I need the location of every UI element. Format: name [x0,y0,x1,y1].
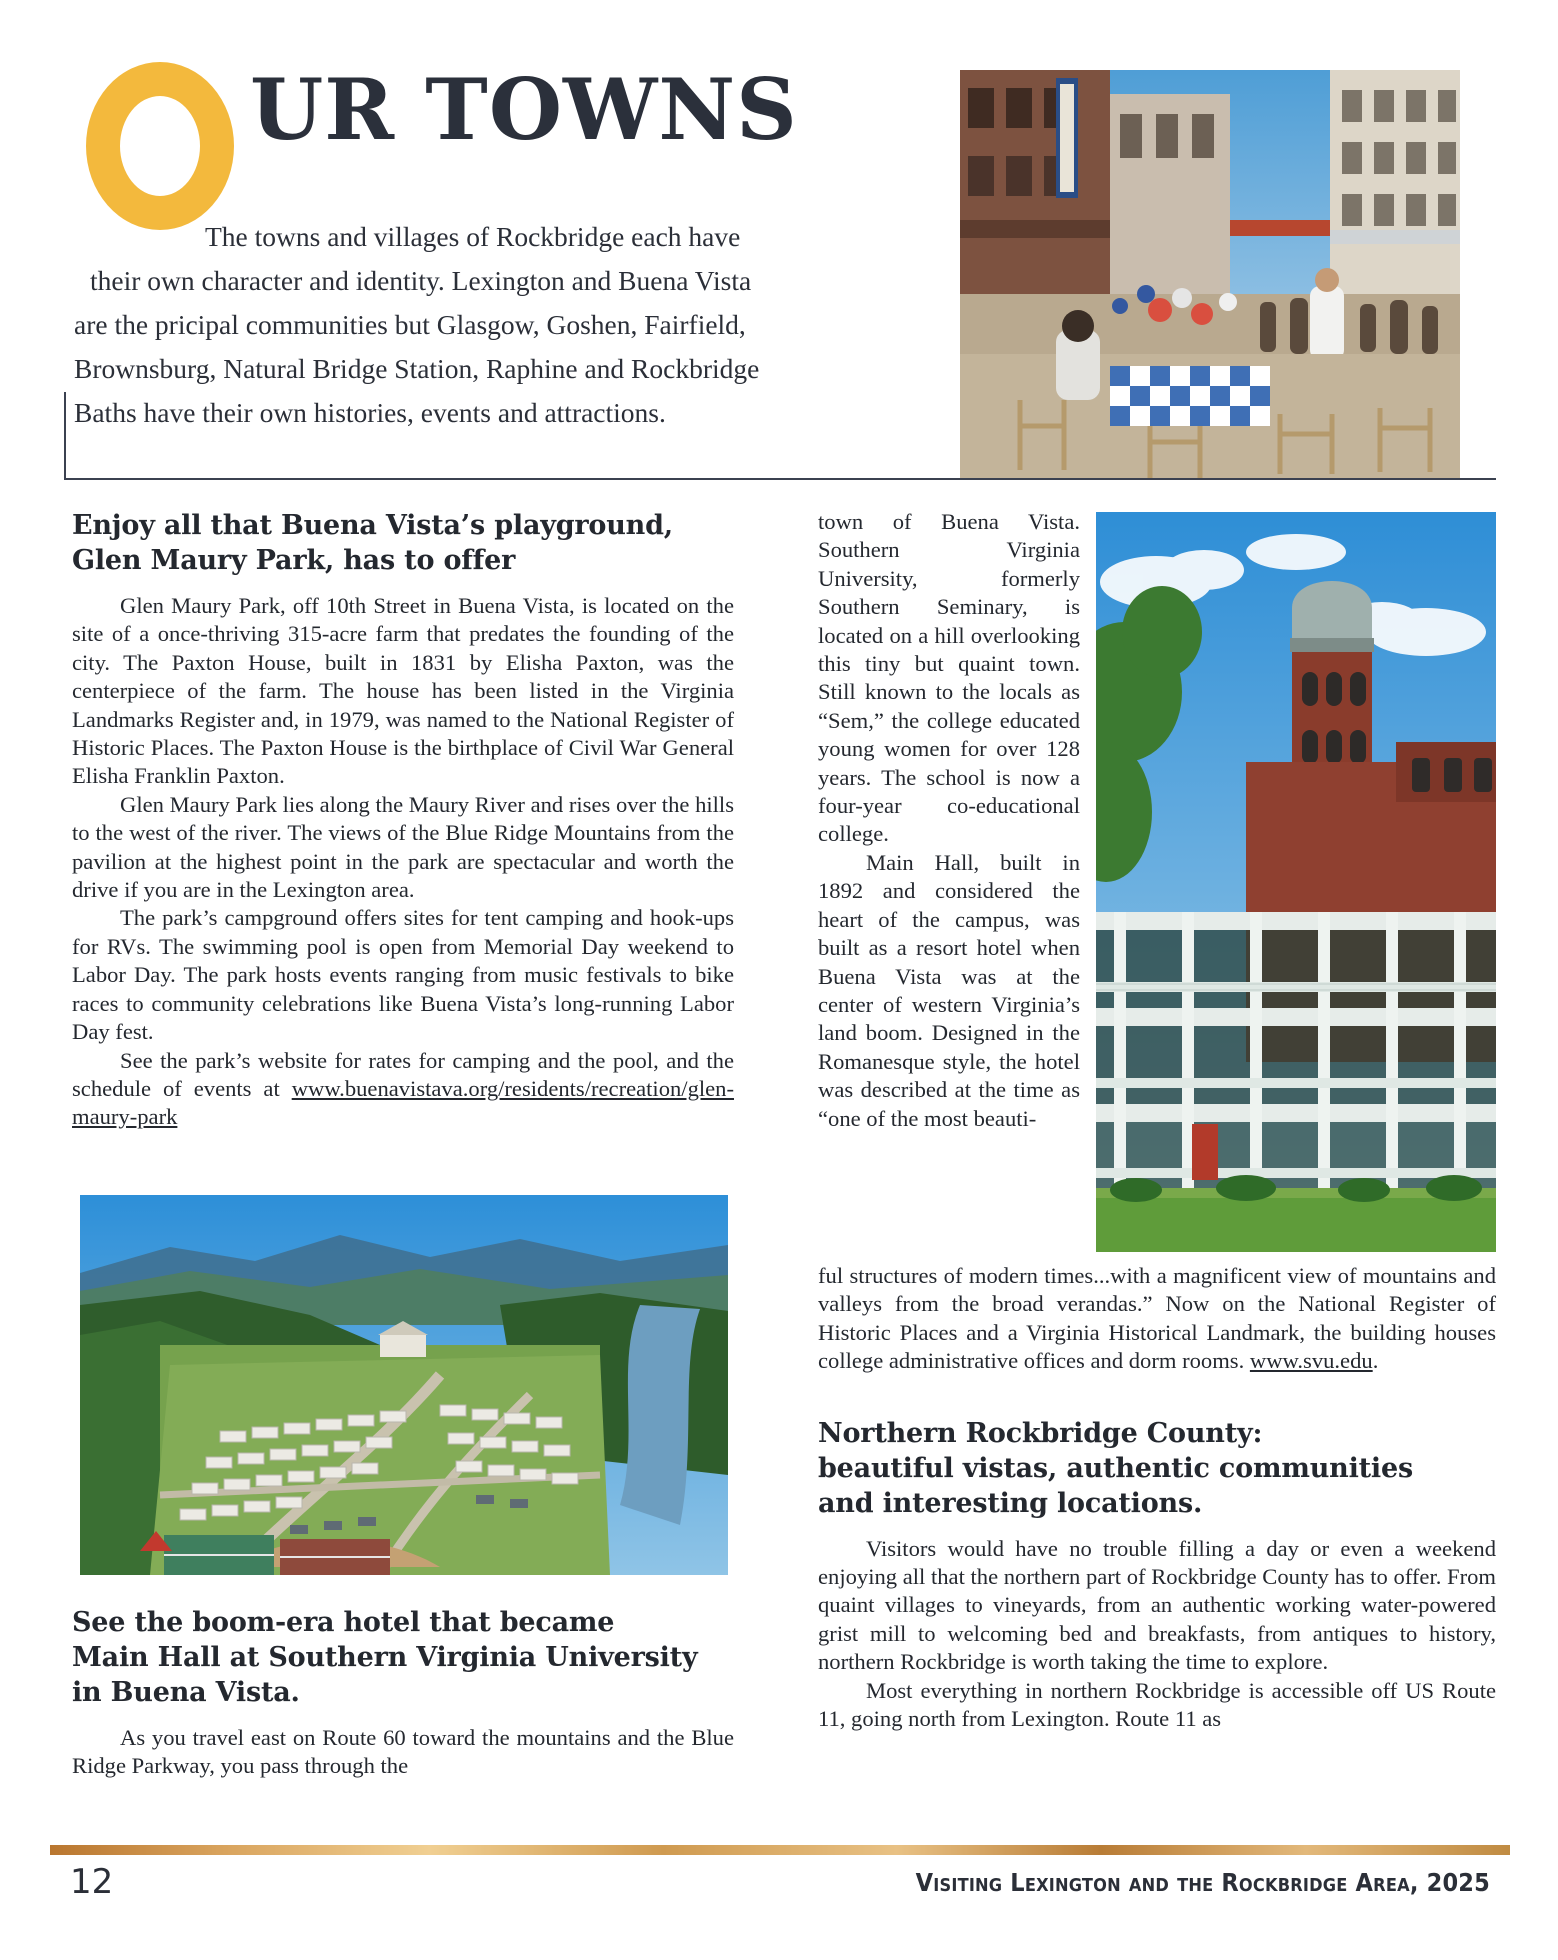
glen-maury-park-link[interactable]: www.buenavistava.org/residents/recreation/glen-maury-park [72,1075,734,1130]
article-2-paragraph-1: As you travel east on Route 60 toward the mountains and the Blue Ridge Parkway, you pass through the [72,1725,734,1779]
article-2-headline-line-2: Main Hall at Southern Virginia University [72,1642,698,1673]
header-left-vertical-rule [64,392,66,480]
page-number: 12 [70,1862,114,1902]
article-1-paragraph-3: The park’s campground offers sites for tent camping and hook-ups for RVs. The swimming pool is open from Memorial Day weekend to Labor Day. The park hosts events ranging from music festivals to bike races to community celebrations like Buena Vista’s long-running Labor Day fest. [72,905,734,1045]
intro-text-part2: are the pricipal communities but Glasgow, Goshen, Fairfield, Brownsburg, Natural Bridge Station, Raphine and Rockbridge Baths have their own histories, events and attractions. [74,309,760,428]
article-1-headline-line-1: Enjoy all that Buena Vista’s playground, [72,510,673,541]
footer-decorative-bar [50,1845,1510,1855]
intro-paragraph [74,215,780,435]
article-1-headline [72,508,734,578]
street-festival-photo [960,70,1460,480]
header-horizontal-rule [64,478,1496,480]
article-3-headline [818,1416,1496,1521]
right-wide-paragraph-period: . [1372,1348,1379,1374]
drop-cap-letter-o [86,62,234,230]
article-3-paragraph-2: Most everything in northern Rockbridge is accessible off US Route 11, going north from Lexington. Route 11 as [818,1677,1496,1732]
article-1-paragraph-4 [72,1047,734,1132]
page-title: UR TOWNS [250,60,798,159]
article-1-paragraph-4-text: See the park’s website for rates for camping and the pool, and the schedule of events at [72,1047,734,1101]
footer-publication-title: Visiting Lexington and the Rockbridge Area, 2025 [915,1868,1490,1897]
left-column-lower [72,1605,734,1781]
right-column [818,508,1496,1733]
right-wide-paragraph-text: ful structures of modern times...with a magnificent view of mountains and valleys from the broad verandas.” Now on the National Register of Historic Places and a Virginia Historical Landmark, the building houses college administrative offices and dorm rooms. [818,1263,1496,1374]
article-2-headline-line-3: in Buena Vista. [72,1677,300,1708]
left-column [72,508,734,1132]
article-2-headline-line-1: See the boom-era hotel that became [72,1607,615,1638]
article-3-headline-line-2: beautiful vistas, authentic communities [818,1452,1413,1484]
article-3-headline-line-1: Northern Rockbridge County: [818,1417,1263,1449]
campground-aerial-photo [80,1195,728,1575]
article-1-headline-line-2: Glen Maury Park, has to offer [72,545,516,576]
right-column-wrap [818,508,1496,1733]
article-3-paragraph-1: Visitors would have no trouble filling a day or even a weekend enjoying all that the northern part of Rockbridge County has to offer. From quaint villages to vineyards, from an authentic working water-powered grist mill to welcoming bed and breakfasts, from antiques to history, northern Rockbridge is worth taking the time to explore. [818,1535,1496,1675]
article-2-headline [72,1605,734,1710]
article-3-headline-line-3: and interesting locations. [818,1487,1203,1519]
masthead [0,0,1558,480]
right-wide-paragraph-tail [818,1262,1496,1376]
right-narrow-paragraph-2: Main Hall, built in 1892 and considered the heart of the campus, was built as a resort hotel when Buena Vista was at the center of western Virginia’s land boom. Designed in the Romanesque style, the hotel was described at the time as “one of the most beauti- [818,849,1080,1131]
right-narrow-paragraph-1: town of Buena Vista. Southern Virginia University, formerly Southern Seminary, is located on a hill overlooking this tiny but quaint town. Still known to the locals as “Sem,” the college educated young women for over 128 years. The school is now a four-year co-educational college. [818,509,1080,847]
article-1-paragraph-1: Glen Maury Park, off 10th Street in Buena Vista, is located on the site of a once-thriving 315-acre farm that predates the founding of the city. The Paxton House, built in 1831 by Elisha Paxton, was the centerpiece of the farm. The house has been listed in the Virginia Landmarks Register and, in 1979, was named to the National Register of Historic Places. The Paxton House is the birthplace of Civil War General Elisha Franklin Paxton. [72,593,734,789]
svu-website-link[interactable]: www.svu.edu [1249,1348,1373,1374]
article-1-paragraph-2: Glen Maury Park lies along the Maury River and rises over the hills to the west of the river. The views of the Blue Ridge Mountains from the pavilion at the highest point in the park are spectacular and worth the drive if you are in the Lexington area. [72,791,734,903]
intro-text-part1: The towns and villages of Rockbridge each have their own character and identity. Lexington and Buena Vista [90,221,752,296]
main-hall-photo [1096,512,1496,1252]
